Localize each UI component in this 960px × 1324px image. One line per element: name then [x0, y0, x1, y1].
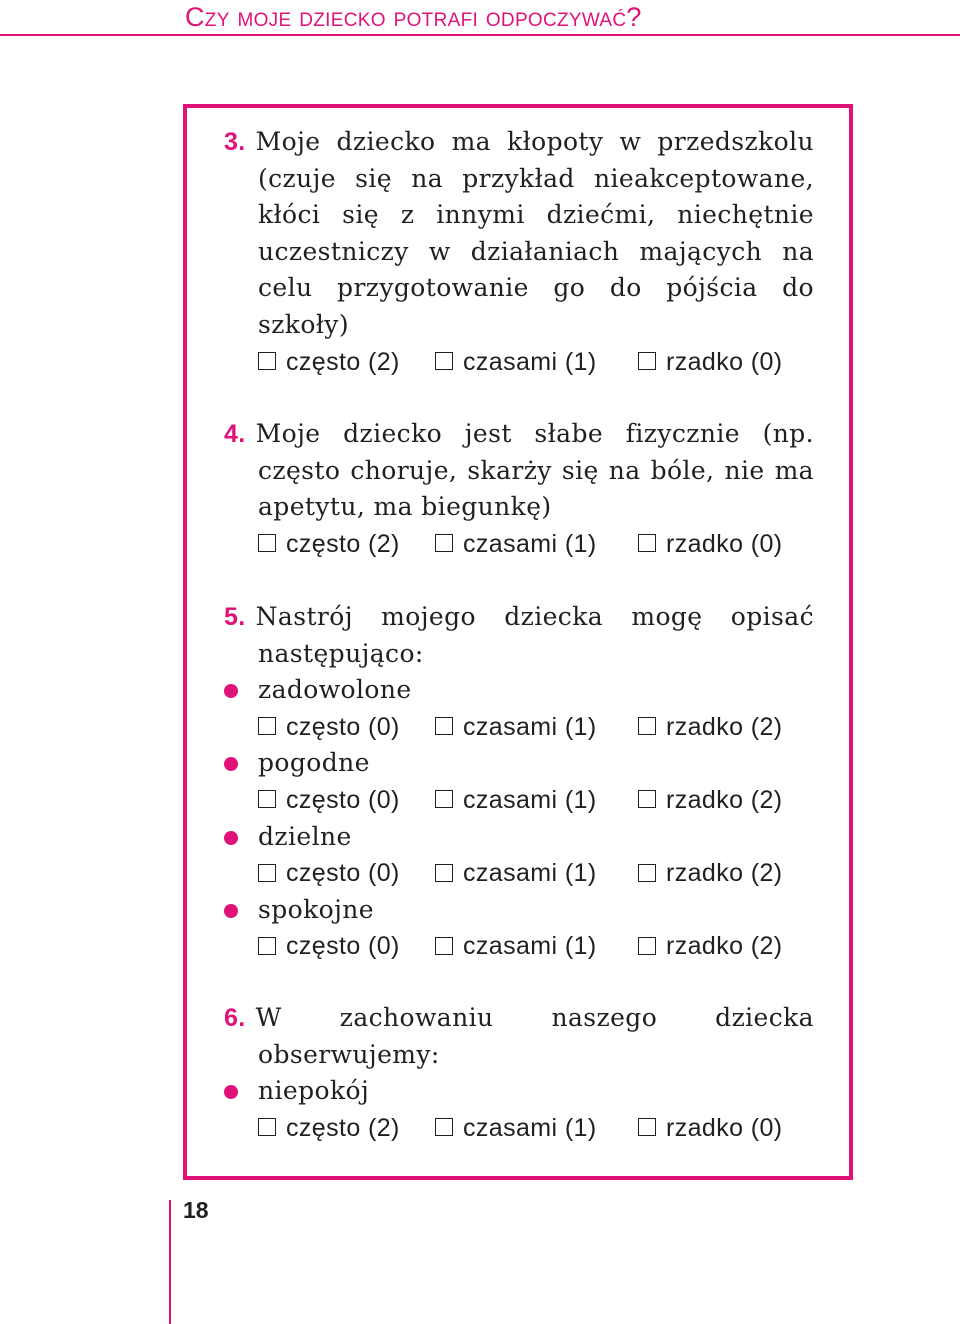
option-label: rzadko (0): [666, 529, 783, 558]
answer-options: [258, 344, 814, 381]
checkbox-icon[interactable]: [258, 790, 276, 808]
option-label: czasami (1): [463, 785, 597, 814]
option-sometimes[interactable]: [435, 709, 597, 746]
question-body: Moje dziecko ma kłopoty w przedszkolu (czuje się na przykład nieakceptowane, kłóci się z innymi dziećmi, niechętnie uczestniczy w działaniach mających na celu przygotowanie go do pójścia do szkoły): [255, 127, 814, 339]
option-label: często (0): [286, 785, 400, 814]
option-label: rzadko (0): [666, 347, 783, 376]
option-label: czasami (1): [463, 712, 597, 741]
option-sometimes[interactable]: [435, 782, 597, 819]
option-often[interactable]: [258, 1110, 400, 1147]
bullet-icon: [224, 684, 238, 698]
checkbox-icon[interactable]: [638, 534, 656, 552]
item-label: dzielne: [258, 821, 352, 851]
option-rarely[interactable]: [638, 344, 783, 381]
page-number: 18: [183, 1197, 209, 1223]
option-label: czasami (1): [463, 932, 597, 961]
mood-item-calm: [224, 892, 814, 929]
option-label: czasami (1): [463, 529, 597, 558]
checkbox-icon[interactable]: [258, 937, 276, 955]
mood-item-cheerful: [224, 745, 814, 782]
checkbox-icon[interactable]: [638, 937, 656, 955]
answer-options: [258, 782, 814, 819]
header-rule: [0, 34, 960, 36]
option-often[interactable]: [258, 526, 400, 563]
option-rarely[interactable]: [638, 782, 783, 819]
bullet-icon: [224, 1085, 238, 1099]
checkbox-icon[interactable]: [258, 352, 276, 370]
question-text: [224, 124, 814, 344]
checkbox-icon[interactable]: [638, 790, 656, 808]
checkbox-icon[interactable]: [435, 1118, 453, 1136]
option-rarely[interactable]: [638, 855, 783, 892]
checkbox-icon[interactable]: [258, 864, 276, 882]
option-often[interactable]: [258, 709, 400, 746]
bullet-icon: [224, 904, 238, 918]
mood-item-brave: [224, 819, 814, 856]
header-title: Czy moje dziecko potrafi odpoczywać?: [185, 2, 642, 32]
mood-item-content: [224, 672, 814, 709]
question-text: [224, 416, 814, 526]
option-rarely[interactable]: [638, 1110, 783, 1147]
question-body: Moje dziecko jest słabe fizycznie (np. często choruje, skarży się na bóle, nie ma apetytu, ma biegunkę): [255, 419, 814, 522]
checkbox-icon[interactable]: [638, 1118, 656, 1136]
question-number: 4.: [224, 420, 246, 448]
option-sometimes[interactable]: [435, 344, 597, 381]
option-label: rzadko (2): [666, 932, 783, 961]
checkbox-icon[interactable]: [435, 790, 453, 808]
checkbox-icon[interactable]: [435, 534, 453, 552]
behavior-item-restlessness: [224, 1073, 814, 1110]
question-number: 6.: [224, 1004, 246, 1032]
margin-rule: [169, 1200, 171, 1324]
option-label: często (2): [286, 1113, 400, 1142]
question-3: [224, 124, 814, 380]
option-label: często (2): [286, 529, 400, 558]
option-often[interactable]: [258, 928, 400, 965]
option-label: często (2): [286, 347, 400, 376]
option-sometimes[interactable]: [435, 855, 597, 892]
question-4: [224, 416, 814, 562]
question-5: [224, 599, 814, 965]
option-label: często (0): [286, 712, 400, 741]
checkbox-icon[interactable]: [638, 864, 656, 882]
question-body: Nastrój mojego dziecka mogę opisać następująco:: [255, 602, 814, 668]
checkbox-icon[interactable]: [435, 864, 453, 882]
option-often[interactable]: [258, 855, 400, 892]
checkbox-icon[interactable]: [435, 937, 453, 955]
checkbox-icon[interactable]: [638, 352, 656, 370]
option-sometimes[interactable]: [435, 1110, 597, 1147]
option-rarely[interactable]: [638, 928, 783, 965]
question-text: [224, 1000, 814, 1073]
option-label: czasami (1): [463, 1113, 597, 1142]
checkbox-icon[interactable]: [258, 1118, 276, 1136]
running-header: [185, 2, 642, 33]
option-sometimes[interactable]: [435, 526, 597, 563]
option-label: rzadko (0): [666, 1113, 783, 1142]
option-label: czasami (1): [463, 347, 597, 376]
option-often[interactable]: [258, 782, 400, 819]
item-label: pogodne: [258, 748, 370, 778]
question-6: [224, 1000, 814, 1146]
checkbox-icon[interactable]: [435, 352, 453, 370]
item-label: zadowolone: [258, 675, 412, 705]
answer-options: [258, 526, 814, 563]
option-rarely[interactable]: [638, 709, 783, 746]
option-rarely[interactable]: [638, 526, 783, 563]
option-label: często (0): [286, 859, 400, 888]
answer-options: [258, 928, 814, 965]
checkbox-icon[interactable]: [638, 717, 656, 735]
question-body: W zachowaniu naszego dziecka obserwujemy:: [255, 1003, 814, 1069]
question-number: 5.: [224, 603, 246, 631]
question-number: 3.: [224, 128, 246, 156]
checkbox-icon[interactable]: [435, 717, 453, 735]
answer-options: [258, 855, 814, 892]
checkbox-icon[interactable]: [258, 534, 276, 552]
option-label: rzadko (2): [666, 859, 783, 888]
answer-options: [258, 709, 814, 746]
question-text: [224, 599, 814, 672]
option-label: rzadko (2): [666, 712, 783, 741]
checkbox-icon[interactable]: [258, 717, 276, 735]
answer-options: [258, 1110, 814, 1147]
option-often[interactable]: [258, 344, 400, 381]
option-label: często (0): [286, 932, 400, 961]
item-label: spokojne: [258, 894, 374, 924]
item-label: niepokój: [258, 1076, 370, 1106]
bullet-icon: [224, 757, 238, 771]
option-label: rzadko (2): [666, 785, 783, 814]
bullet-icon: [224, 831, 238, 845]
option-label: czasami (1): [463, 859, 597, 888]
option-sometimes[interactable]: [435, 928, 597, 965]
